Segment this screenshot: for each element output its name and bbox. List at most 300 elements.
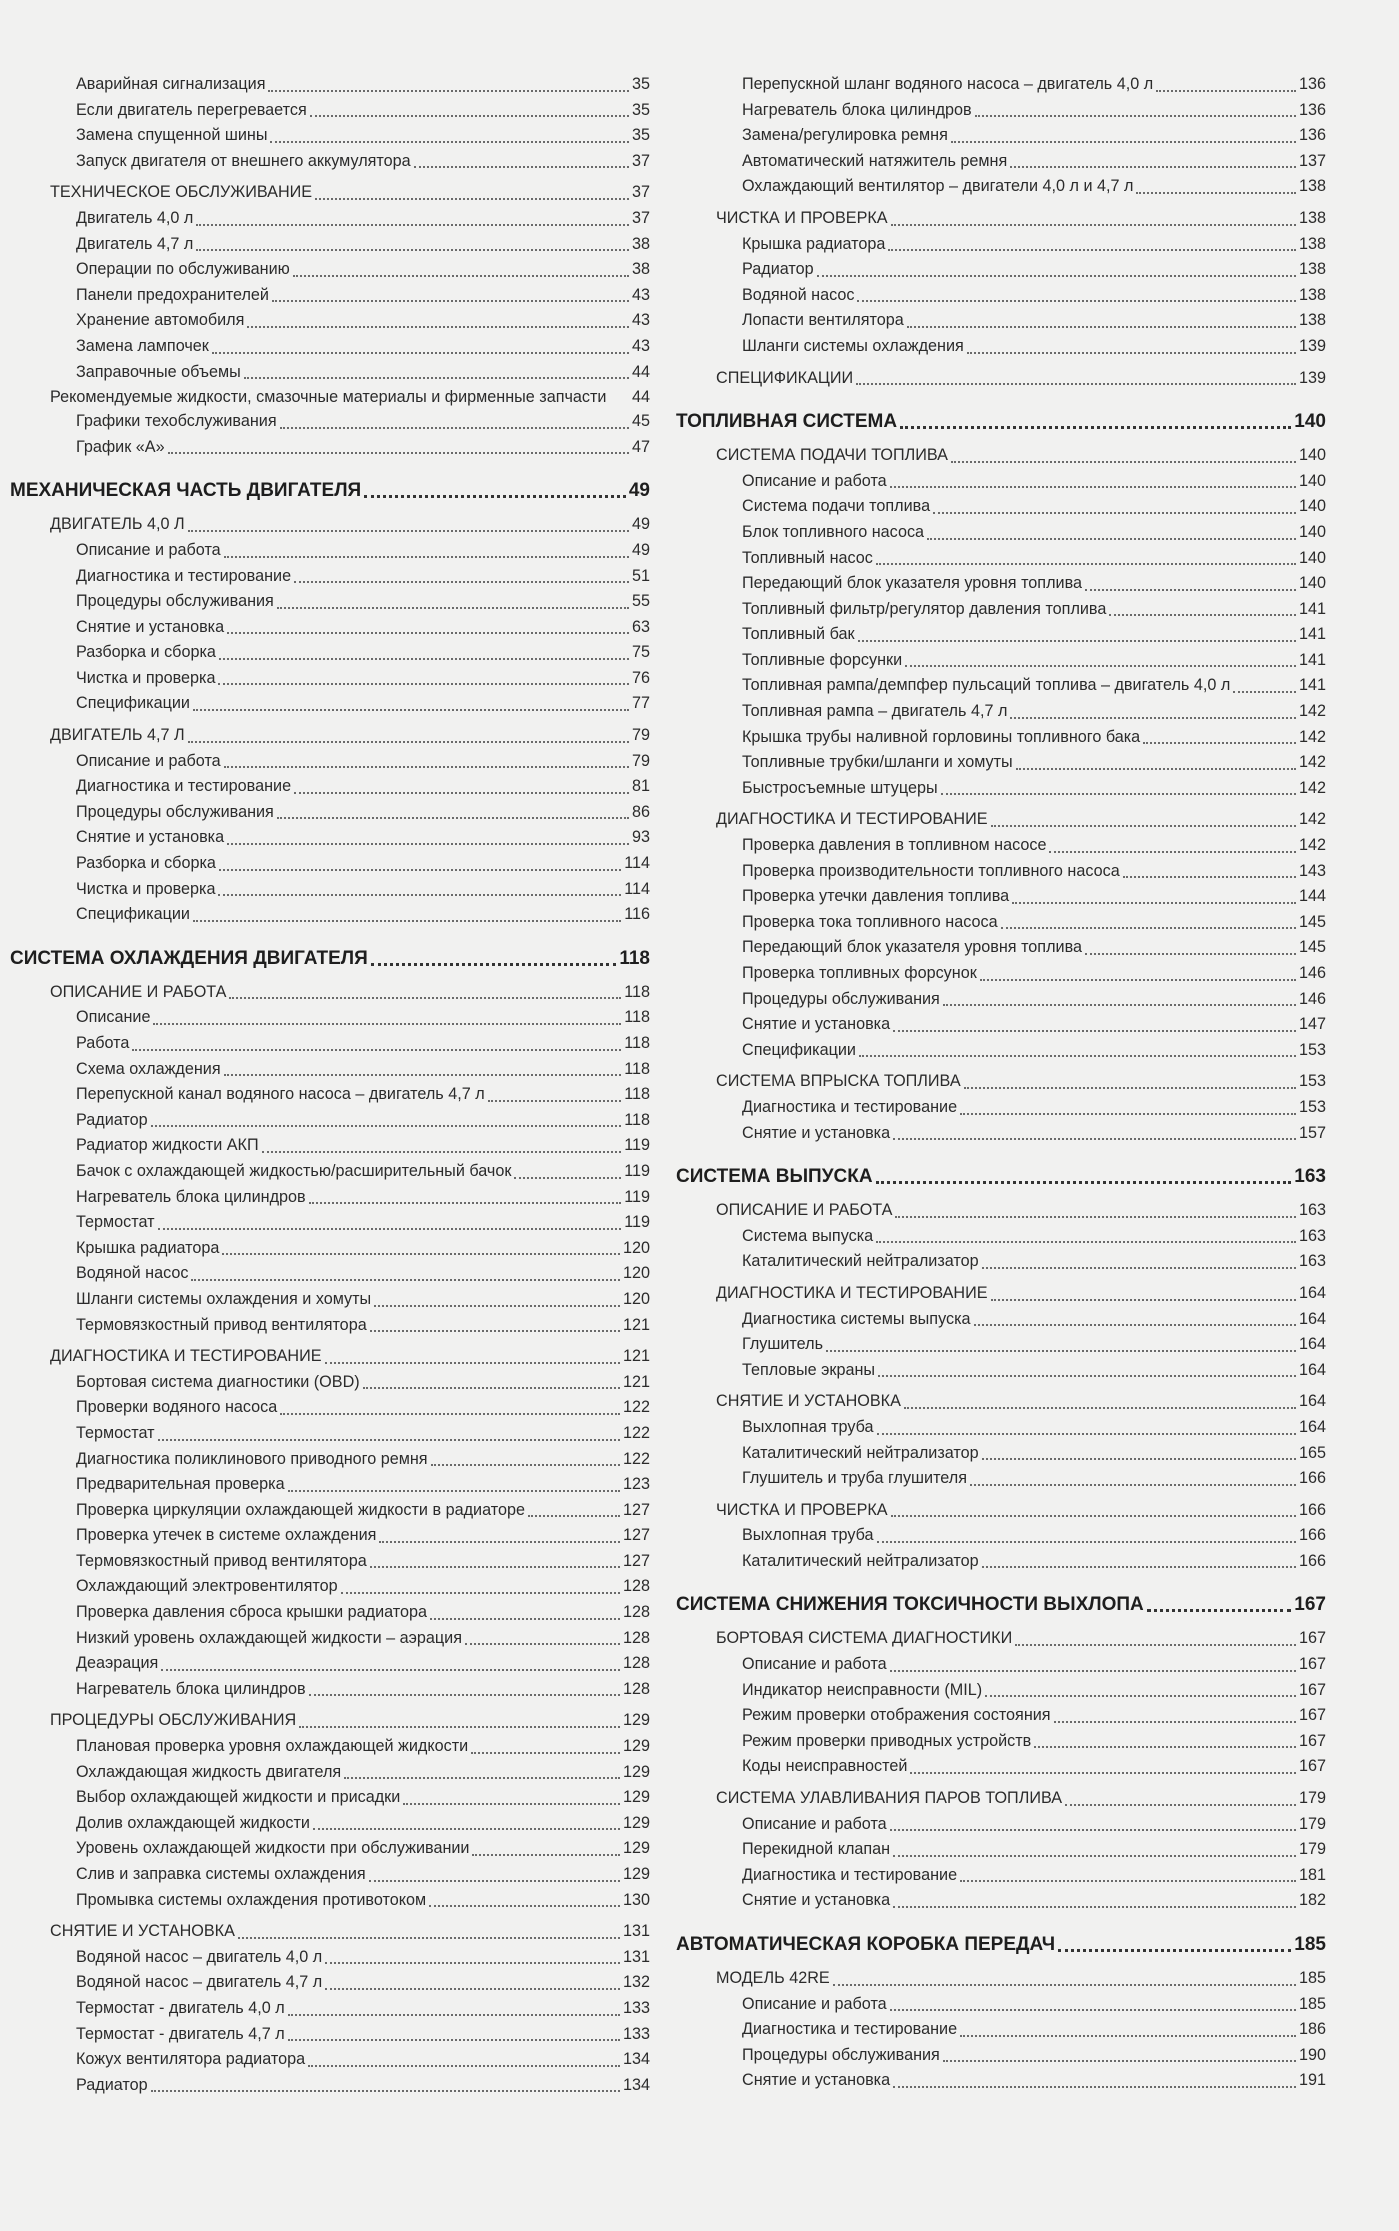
toc-page-number: 147 [1298, 1015, 1326, 1034]
toc-entry-title: Проверка утечек в системе охлаждения [76, 1526, 377, 1545]
toc-entry-title: Охлаждающий вентилятор – двигатели 4,0 л и 4,7 л [742, 177, 1134, 196]
toc-entry-title: Графики техобслуживания [76, 412, 277, 431]
toc-page-number: 129 [622, 1839, 650, 1858]
toc-page-number: 138 [1298, 285, 1326, 304]
toc-entry-title: Водяной насос [76, 1264, 189, 1283]
toc-entry-title: Проверка тока топливного насоса [742, 912, 998, 931]
toc-entry [676, 98, 1326, 124]
toc-page-number: 79 [631, 751, 650, 770]
toc-page-number: 121 [622, 1347, 650, 1366]
toc-entry [10, 72, 650, 98]
toc-page-number: 76 [631, 668, 650, 687]
dot-leader [294, 580, 629, 583]
toc-page-number: 166 [1298, 1469, 1326, 1488]
toc-entry [676, 648, 1326, 674]
toc-section-title: СНЯТИЕ И УСТАНОВКА [50, 1922, 235, 1941]
toc-entry [676, 1332, 1326, 1358]
dot-leader [991, 824, 1296, 827]
dot-leader [270, 140, 629, 143]
toc-section-title: ДВИГАТЕЛЬ 4,7 Л [50, 726, 185, 745]
toc-page-number: 141 [1298, 625, 1326, 644]
toc-entry-title: Операции по обслуживанию [76, 260, 290, 279]
toc-entry-title: График «А» [76, 437, 165, 456]
toc-entry [676, 257, 1326, 283]
toc-page-number: 185 [1294, 1934, 1326, 1955]
toc-page-number: 127 [622, 1526, 650, 1545]
toc-entry-title: Слив и заправка системы охлаждения [76, 1865, 366, 1883]
dot-leader [514, 1176, 621, 1179]
dot-leader [309, 1693, 620, 1696]
dot-leader [857, 299, 1296, 302]
dot-leader [876, 562, 1296, 565]
dot-leader [891, 1514, 1296, 1517]
toc-section-title: СПЕЦИФИКАЦИИ [716, 368, 854, 387]
toc-entry [676, 699, 1326, 725]
toc-entry [676, 961, 1326, 987]
dot-leader [893, 1905, 1296, 1908]
toc-entry [676, 987, 1326, 1013]
dot-leader [975, 114, 1296, 117]
toc-entry [676, 673, 1326, 699]
toc-page-number: 140 [1298, 548, 1326, 567]
dot-leader [893, 1137, 1296, 1140]
toc-page-number: 140 [1298, 471, 1326, 490]
toc-entry-title: Двигатель 4,7 л [76, 234, 194, 253]
toc-page-number: 167 [1298, 1680, 1326, 1699]
dot-leader [222, 1252, 620, 1255]
dot-leader [878, 1374, 1296, 1377]
toc-entry-title: Выхлопная труба [742, 1526, 874, 1545]
toc-entry-title: Диагностика и тестирование [742, 1865, 958, 1884]
toc-entry [10, 1313, 650, 1339]
dot-leader [1010, 165, 1296, 168]
toc-page-number: 128 [622, 1679, 650, 1698]
toc-entry [10, 1574, 650, 1600]
toc-section [676, 443, 1326, 469]
dot-leader [272, 299, 629, 302]
toc-entry-title: Быстросъемные штуцеры [742, 778, 938, 797]
toc-entry-title: Чистка и проверка [76, 668, 216, 687]
toc-entry-title: Крышка трубы наливной горловины топливного бака [742, 727, 1141, 746]
dot-leader [951, 140, 1296, 143]
dot-leader [315, 197, 629, 200]
dot-leader [951, 460, 1296, 463]
toc-entry [10, 1811, 650, 1837]
toc-entry [10, 435, 650, 461]
toc-page-number: 93 [631, 828, 650, 847]
toc-page-number: 164 [1298, 1360, 1326, 1379]
toc-entry-title: Охлаждающая жидкость двигателя [76, 1762, 342, 1781]
toc-page-number: 118 [624, 982, 650, 1001]
dot-leader [982, 1565, 1296, 1568]
toc-entry-title: Спецификации [76, 694, 190, 713]
dot-leader [528, 1514, 620, 1517]
dot-leader [374, 1304, 620, 1307]
dot-leader [960, 1112, 1296, 1115]
toc-entry [10, 1447, 650, 1473]
toc-section [676, 1966, 1326, 1992]
toc-page-number: 185 [1298, 1994, 1326, 2013]
toc-entry-title: Каталитический нейтрализатор [742, 1252, 979, 1271]
toc-left-column [10, 72, 650, 2098]
toc-chapter [676, 407, 1326, 437]
toc-page-number: 191 [1298, 2071, 1326, 2090]
toc-entry [676, 283, 1326, 309]
toc-entry [10, 615, 650, 641]
toc-entry-title: Каталитический нейтрализатор [742, 1443, 979, 1462]
toc-entry [10, 800, 650, 826]
toc-entry [10, 232, 650, 258]
toc-section-title: СИСТЕМА ВПРЫСКА ТОПЛИВА [716, 1072, 961, 1091]
toc-entry-title: Диагностика системы выпуска [742, 1309, 971, 1328]
toc-page-number: 45 [631, 412, 650, 431]
dot-leader [325, 1361, 620, 1364]
toc-entry [676, 571, 1326, 597]
toc-entry [10, 1159, 650, 1185]
dot-leader [293, 274, 629, 277]
dot-leader [927, 537, 1296, 540]
toc-entry [676, 1466, 1326, 1492]
toc-entry-title: Автоматический натяжитель ремня [742, 151, 1008, 170]
toc-chapter [676, 1930, 1326, 1960]
toc-entry [10, 2073, 650, 2099]
toc-section [676, 1498, 1326, 1524]
toc-entry [676, 884, 1326, 910]
toc-section [10, 1708, 650, 1734]
toc-entry-title: Разборка и сборка [76, 643, 216, 662]
dot-leader [151, 1124, 622, 1127]
toc-entry [676, 2017, 1326, 2043]
toc-entry [676, 1121, 1326, 1147]
toc-entry-title: Охлаждающий электровентилятор [76, 1577, 338, 1596]
toc-entry-title: Замена спущенной шины [76, 126, 268, 145]
dot-leader [309, 1201, 622, 1204]
toc-page-number: 47 [631, 437, 650, 456]
dot-leader [341, 1591, 620, 1594]
toc-entry-title: Выбор охлаждающей жидкости и присадки [76, 1788, 401, 1807]
toc-page-number: 49 [631, 540, 650, 559]
toc-page-number: 165 [1298, 1443, 1326, 1462]
toc-page-number: 139 [1298, 336, 1326, 355]
toc-page-number: 77 [631, 694, 650, 713]
toc-entry-title: Бачок с охлаждающей жидкостью/расширительный бачок [76, 1161, 512, 1180]
toc-entry-title: Передающий блок указателя уровня топлива [742, 938, 1082, 957]
toc-entry-title: Чистка и проверка [76, 879, 216, 898]
toc-entry [10, 2022, 650, 2048]
toc-entry-title: Термостат [76, 1423, 155, 1442]
toc-page-number: 43 [631, 336, 650, 355]
toc-entry [10, 1549, 650, 1575]
toc-entry [10, 1836, 650, 1862]
dot-leader [960, 1879, 1296, 1882]
toc-page-number: 142 [1298, 836, 1326, 855]
toc-entry-title: Снятие и установка [76, 617, 225, 636]
dot-leader [1156, 89, 1296, 92]
dot-leader [1143, 741, 1296, 744]
toc-entry-title: Проверка давления сброса крышки радиатора [76, 1603, 428, 1622]
toc-entry-title: Выхлопная труба [742, 1417, 874, 1436]
dot-leader [188, 740, 629, 743]
toc-entry [676, 2043, 1326, 2069]
toc-page-number: 163 [1294, 1166, 1326, 1188]
dot-leader [985, 1694, 1296, 1697]
toc-entry [10, 1261, 650, 1287]
toc-page-number: 63 [631, 617, 650, 636]
dot-leader [982, 1457, 1296, 1460]
toc-entry-title: Перекидной клапан [742, 1840, 891, 1859]
dot-leader [196, 223, 629, 226]
toc-entry-title: Режим проверки приводных устройств [742, 1731, 1032, 1750]
toc-entry [10, 691, 650, 717]
dot-leader [964, 1086, 1296, 1089]
dot-leader [344, 1776, 620, 1779]
dot-leader [188, 529, 629, 532]
toc-page-number: 119 [624, 1213, 650, 1232]
toc-entry [10, 283, 650, 309]
dot-leader [288, 2013, 620, 2016]
toc-section [10, 723, 650, 749]
toc-entry [10, 1600, 650, 1626]
toc-page-number: 127 [622, 1551, 650, 1570]
toc-section-title: СИСТЕМА ПОДАЧИ ТОПЛИВА [716, 446, 948, 465]
toc-entry-title: Запуск двигателя от внешнего аккумулятора [76, 151, 411, 170]
toc-entry [10, 334, 650, 360]
dot-leader [238, 1936, 620, 1939]
toc-entry-title: Долив охлаждающей жидкости [76, 1813, 310, 1832]
toc-entry [10, 1651, 650, 1677]
toc-page-number: 145 [1298, 938, 1326, 957]
toc-entry-title: Глушитель [742, 1335, 823, 1354]
toc-entry-title: Проверка производительности топливного насоса [742, 861, 1120, 880]
toc-section-title: ДИАГНОСТИКА И ТЕСТИРОВАНИЕ [716, 810, 988, 829]
toc-entry [10, 1421, 650, 1447]
toc-page-number: 128 [622, 1577, 650, 1596]
toc-chapter [676, 1590, 1326, 1620]
toc-entry-title: Система выпуска [742, 1226, 874, 1245]
dot-leader [371, 962, 617, 966]
toc-page-number: 140 [1298, 446, 1326, 465]
toc-entry [10, 1057, 650, 1083]
toc-entry-title: Аварийная сигнализация [76, 75, 266, 93]
toc-page-number: 129 [622, 1762, 650, 1781]
toc-entry [10, 1185, 650, 1211]
toc-entry-title: Снятие и установка [742, 1015, 891, 1034]
toc-page-number: 121 [622, 1315, 650, 1334]
toc-page-number: 164 [1298, 1283, 1326, 1302]
dot-leader [890, 1669, 1296, 1672]
toc-entry-title: Снятие и установка [742, 1891, 891, 1910]
toc-section [676, 206, 1326, 232]
toc-page-number: 134 [622, 2075, 650, 2094]
toc-page-number: 43 [631, 285, 650, 304]
dot-leader [379, 1540, 620, 1543]
toc-entry-title: Водяной насос [742, 285, 855, 304]
toc-entry [676, 859, 1326, 885]
dot-leader [488, 1099, 622, 1102]
dot-leader [907, 325, 1296, 328]
toc-chapter-title: СИСТЕМА СНИЖЕНИЯ ТОКСИЧНОСТИ ВЫХЛОПА [676, 1594, 1144, 1616]
toc-entry-title: Диагностика поликлинового приводного ремня [76, 1449, 428, 1468]
dot-leader [1015, 1643, 1296, 1646]
toc-entry-title: Снятие и установка [742, 1123, 891, 1142]
toc-entry [10, 640, 650, 666]
toc-page-number: 136 [1298, 75, 1326, 93]
toc-page-number: 114 [624, 854, 650, 873]
toc-entry [676, 1652, 1326, 1678]
dot-leader [153, 1022, 621, 1025]
toc-page-number: 123 [622, 1475, 650, 1494]
toc-entry [676, 174, 1326, 200]
dot-leader [982, 1266, 1296, 1269]
toc-entry-title: Топливная рампа/демпфер пульсаций топлива – двигатель 4,0 л [742, 676, 1231, 695]
toc-section-title: ЧИСТКА И ПРОВЕРКА [716, 1500, 888, 1519]
toc-entry-title: Предварительная проверка [76, 1475, 285, 1494]
toc-entry [10, 2047, 650, 2073]
toc-section-title: ОПИСАНИЕ И РАБОТА [716, 1201, 893, 1220]
dot-leader [268, 89, 629, 92]
toc-page-number: 179 [1298, 1789, 1326, 1808]
dot-leader [1058, 1948, 1291, 1952]
dot-leader [429, 1904, 620, 1907]
toc-page-number: 120 [622, 1264, 650, 1283]
toc-page-number: 131 [622, 1922, 650, 1941]
toc-entry [676, 750, 1326, 776]
dot-leader [472, 1853, 620, 1856]
dot-leader [364, 494, 626, 498]
dot-leader [890, 1828, 1296, 1831]
toc-entry [676, 622, 1326, 648]
toc-page-number: 142 [1298, 702, 1326, 721]
toc-entry-title: Радиатор [76, 2075, 148, 2094]
dot-leader [277, 816, 629, 819]
dot-leader [325, 1961, 620, 1964]
toc-page-number: 163 [1298, 1201, 1326, 1220]
dot-leader [414, 165, 629, 168]
toc-page-number: 120 [622, 1238, 650, 1257]
toc-entry [676, 776, 1326, 802]
dot-leader [193, 919, 621, 922]
dot-leader [1049, 850, 1296, 853]
toc-page-number: 138 [1298, 208, 1326, 227]
toc-entry [10, 1236, 650, 1262]
dot-leader [893, 1029, 1296, 1032]
dot-leader [218, 893, 621, 896]
toc-chapter-title: ТОПЛИВНАЯ СИСТЕМА [676, 411, 898, 433]
toc-entry-title: Топливный насос [742, 548, 873, 567]
toc-entry [676, 2068, 1326, 2094]
toc-section [676, 1281, 1326, 1307]
dot-leader [313, 1827, 620, 1830]
toc-entry [676, 1523, 1326, 1549]
dot-leader [817, 274, 1296, 277]
dot-leader [904, 1406, 1296, 1409]
toc-entry [10, 1734, 650, 1760]
toc-entry-title: Каталитический нейтрализатор [742, 1551, 979, 1570]
toc-page-number: 130 [622, 1890, 650, 1909]
toc-page-number: 157 [1298, 1123, 1326, 1142]
dot-leader [876, 1180, 1292, 1184]
toc-page-number: 129 [622, 1711, 650, 1730]
toc-page-number: 122 [622, 1398, 650, 1417]
toc-section [676, 1069, 1326, 1095]
toc-entry [676, 1358, 1326, 1384]
toc-entry [676, 494, 1326, 520]
dot-leader [403, 1802, 620, 1805]
toc-entry-title: Крышка радиатора [76, 1238, 220, 1257]
toc-entry [676, 1863, 1326, 1889]
toc-entry-title: Нагреватель блока цилиндров [76, 1679, 306, 1698]
toc-entry-title: Топливные форсунки [742, 650, 903, 669]
toc-entry-title: Снятие и установка [76, 828, 225, 847]
dot-leader [1016, 767, 1296, 770]
toc-entry [10, 1370, 650, 1396]
toc-entry-title: Крышка радиатора [742, 234, 886, 253]
toc-entry-title: Заправочные объемы [76, 362, 241, 381]
toc-entry [10, 825, 650, 851]
toc-chapter-title: АВТОМАТИЧЕСКАЯ КОРОБКА ПЕРЕДАЧ [676, 1934, 1056, 1955]
toc-page-number: 37 [631, 183, 650, 202]
toc-page-number: 75 [631, 643, 650, 662]
toc-section [10, 980, 650, 1006]
toc-page-number: 142 [1298, 727, 1326, 746]
toc-section [676, 366, 1326, 392]
toc-page-number: 127 [622, 1500, 650, 1519]
toc-page-number: 49 [631, 515, 650, 534]
toc-section [10, 180, 650, 206]
toc-page-number: 141 [1298, 599, 1326, 618]
toc-chapter [10, 476, 650, 506]
toc-page-number: 182 [1298, 1891, 1326, 1910]
toc-entry-title: Диагностика и тестирование [76, 777, 292, 796]
dot-leader [943, 2059, 1296, 2062]
toc-entry [676, 597, 1326, 623]
toc-section [676, 1626, 1326, 1652]
toc-page-number: 44 [631, 362, 650, 381]
toc-entry-title: Хранение автомобиля [76, 311, 245, 330]
toc-page-number: 167 [1298, 1757, 1326, 1776]
toc-entry-title: Разборка и сборка [76, 854, 216, 873]
dot-leader [227, 631, 629, 634]
toc-entry-title: Термостат - двигатель 4,7 л [76, 2024, 285, 2043]
toc-page-number: 164 [1298, 1392, 1326, 1411]
dot-leader [196, 248, 629, 251]
toc-entry [10, 385, 650, 409]
toc-entry [676, 1038, 1326, 1064]
dot-leader [224, 1073, 622, 1076]
toc-page-number: 164 [1298, 1335, 1326, 1354]
toc-page-number: 166 [1298, 1551, 1326, 1570]
toc-page-number: 167 [1298, 1629, 1326, 1648]
dot-leader [890, 485, 1296, 488]
toc-page-number: 186 [1298, 2020, 1326, 2039]
dot-leader [430, 1617, 620, 1620]
dot-leader [991, 1298, 1296, 1301]
dot-leader [325, 1987, 620, 1990]
toc-entry-title: Диагностика и тестирование [742, 1097, 958, 1116]
toc-page-number: 51 [631, 566, 650, 585]
toc-page-number: 163 [1298, 1252, 1326, 1271]
toc-page-number: 167 [1298, 1731, 1326, 1750]
toc-entry [676, 1837, 1326, 1863]
dot-leader [247, 325, 629, 328]
toc-entry [10, 851, 650, 877]
dot-leader [244, 376, 629, 379]
toc-entry [10, 123, 650, 149]
toc-entry-title: Процедуры обслуживания [742, 989, 940, 1008]
toc-entry [10, 877, 650, 903]
toc-entry-title: Лопасти вентилятора [742, 311, 904, 330]
toc-entry [676, 72, 1326, 98]
